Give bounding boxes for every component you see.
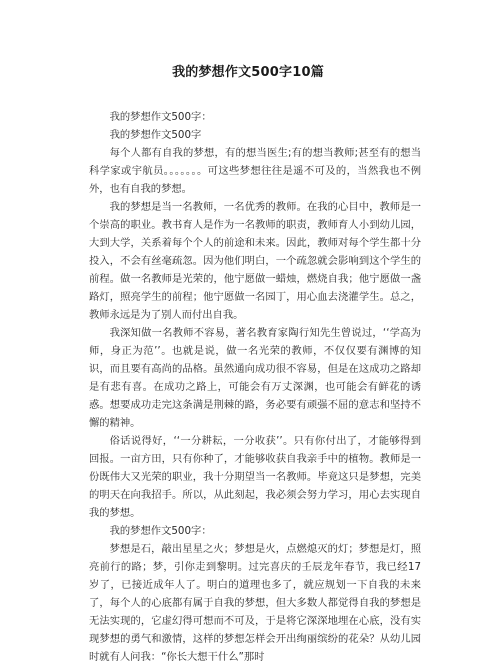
document-body [89,108,421,666]
paragraph-teacher-dream: 我的梦想是当一名教师，一名优秀的教师。在我的心目中，教师是一个崇高的职业。教书育人是作为一名教师的职责，教师育人小到幼儿园，大到大学，关系着每个个人的前途和未来。因此，教师对每个学生都十分投入，不会有丝毫疏忽。因为他们明白，一个疏忽就会影响到这个学生的前程。做一名教师是光荣的，他宁愿做一蜡烛，燃烧自我；他宁愿做一盏路灯，照亮学生的前程；他宁愿做一名园丁，用心血去浇灌学生。总之，教师永远是为了别人而付出自我。 [89,201,421,321]
paragraph-effort: 俗话说得好，‘‘一分耕耘，一分收获’’。只有你付出了，才能够得到回报。一亩方田，只有你种了，才能够收获自我亲手中的植物。教师是一份既伟大又光荣的职业，我十分期望当一名教师。毕竟这只是梦想，完美的明天在向我招手。所以，从此刻起，我必须会努力学习，用心去实现自我的梦想。 [89,435,421,519]
paragraph-intro: 每个人都有自我的梦想，有的想当医生;有的想当教师;甚至有的想当科学家或宇航员。。。。。。。可这些梦想往往是遥不可及的，当然我也不例外，也有自我的梦想。 [89,147,421,195]
paragraph-difficulty: 我深知做一名教师不容易，著名教育家陶行知先生曾说过，‘‘学高为师，身正为范’’。也就是说，做一名光荣的教师，不仅仅要有渊博的知识，而且要有高尚的品格。虽然通向成功很不容易，但是在这成功之路却是有悲有喜。在成功之路上，可能会有万丈深渊，也可能会有鲜花的诱惑。想要成功走完这条满是荆棘的路，务必要有顽强不屈的意志和坚持不懈的精神。 [89,327,421,429]
paragraph-subtitle-1: 我的梦想作文500字： [109,111,212,123]
document-title: 我的梦想作文500字10篇 [172,65,324,80]
paragraph-dream-stone: 梦想是石，敲出星星之火；梦想是火，点燃熄灭的灯；梦想是灯，照亮前行的路；梦，引你走到黎明。过完喜庆的壬辰龙年春节，我已经17岁了，已接近成年人了。明白的道理也多了，就应规划一下自我的未来了，每个人的心底都有属于自我的梦想，但大多数人都觉得自我的梦想是无法实现的，它虚幻得可想而不可及，于是将它深深地埋在心底，没有实现梦想的勇气和激情，这样的梦想怎样会开出绚丽缤纷的花朵？从幼儿园时就有人问我：“你长大想干什么”那时 [89,543,421,663]
paragraph-subtitle-3: 我的梦想作文500字： [109,525,212,537]
paragraph-subtitle-2: 我的梦想作文500字 [109,129,202,141]
